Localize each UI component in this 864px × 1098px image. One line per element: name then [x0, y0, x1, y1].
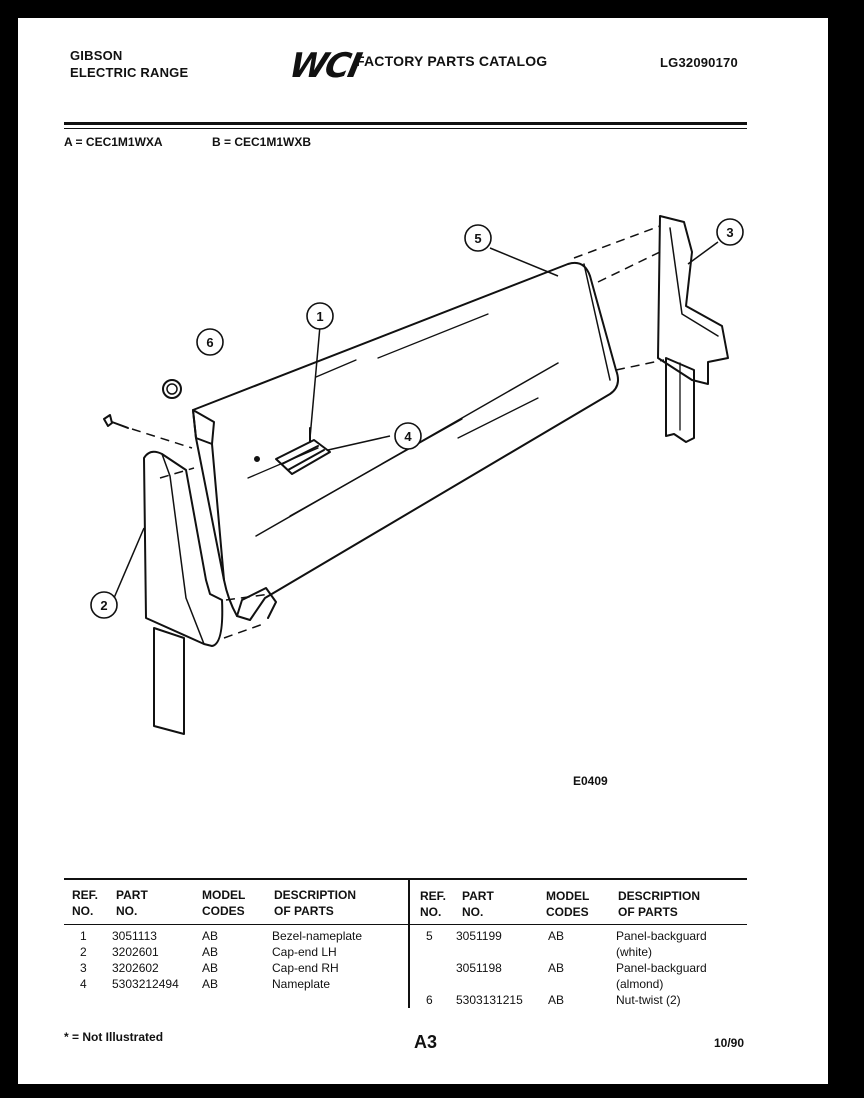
col-model-header: MODEL — [202, 888, 246, 902]
col-model-header-right: MODEL — [546, 889, 590, 903]
wci-logo: WCI — [285, 46, 364, 86]
model-a: A = CEC1M1WXA — [64, 135, 163, 149]
col-model-header-2: CODES — [202, 904, 245, 918]
bezel-nameplate — [276, 440, 330, 474]
page-number: A3 — [414, 1032, 438, 1052]
col-desc-header-2: OF PARTS — [274, 904, 334, 918]
table-divider — [408, 878, 410, 1008]
callout-2: 2 — [100, 598, 108, 613]
model-b: B = CEC1M1WXB — [212, 135, 312, 149]
col-part-header-right-2: NO. — [462, 905, 484, 919]
panel-inner-edge — [212, 444, 224, 580]
col-desc-header: DESCRIPTION — [274, 888, 357, 902]
catalog-number: LG32090170 — [660, 55, 738, 70]
left-end-cap — [144, 452, 222, 646]
col-desc-header-right-2: OF PARTS — [618, 905, 678, 919]
table-top-rule — [64, 878, 747, 880]
col-part-header: PART — [116, 888, 148, 902]
col-part-header-right: PART — [462, 889, 494, 903]
callout-5: 5 — [474, 231, 482, 246]
screw — [104, 415, 128, 428]
product-type: ELECTRIC RANGE — [70, 65, 189, 80]
callout-3: 3 — [726, 225, 734, 240]
callout-6: 6 — [206, 335, 214, 350]
col-ref-header-right-2: NO. — [420, 905, 442, 919]
catalog-page: GIBSON ELECTRIC RANGE WCI FACTORY PARTS CATALOG LG32090170 A = CEC1M1WXA B = CEC1M1WXB 1 2 3 4 5 6 E0409 REF. NO. PART NO. MODEL CODES DESCRIPTION OF PARTS REF. NO. PART NO. MODEL CODES DESCRIPTION OF PARTS 1 3051113 AB Bezel-nameplate 2 3202601 AB Cap-end LH 3 3202602 AB Cap-end RH 4 5303212494 AB Nameplate 5 3051199 AB Panel-backguard (white) 3051198 AB Panel-backguard (almond) 6 5303131215 AB Nut-twist (2) * = Not Illustrated A3 10/90 — [18, 18, 828, 1084]
drawing-code: E0409 — [573, 774, 608, 788]
panel-top-lip — [193, 410, 214, 444]
col-desc-header-right: DESCRIPTION — [618, 889, 701, 903]
brand-name: GIBSON — [70, 48, 123, 63]
catalog-title: FACTORY PARTS CATALOG — [356, 53, 548, 69]
revision-date: 10/90 — [714, 1036, 745, 1050]
left-bracket — [154, 628, 184, 734]
panel-bottom-return — [237, 588, 276, 618]
col-ref-header-right: REF. — [420, 889, 447, 903]
col-ref-header-2: NO. — [72, 904, 94, 918]
callout-1: 1 — [316, 309, 324, 324]
col-model-header-right-2: CODES — [546, 905, 589, 919]
table-header-rule — [64, 924, 747, 925]
callout-4: 4 — [404, 429, 412, 444]
footnote: * = Not Illustrated — [64, 1030, 164, 1044]
col-part-header-2: NO. — [116, 904, 138, 918]
nut-twist — [163, 380, 181, 398]
col-ref-header: REF. — [72, 888, 99, 902]
